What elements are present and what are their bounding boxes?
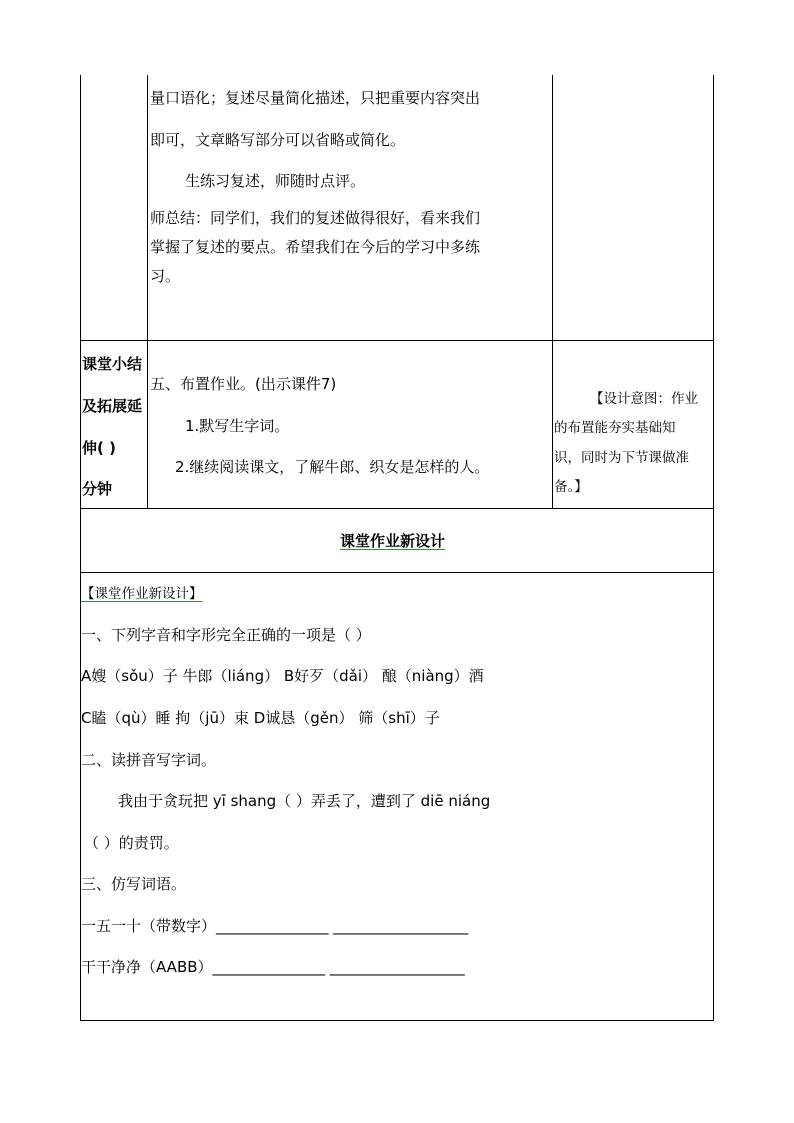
row1-line-4: 师总结：同学们，我们的复述做得很好，看来我们: [150, 209, 481, 227]
question-2-line-2: （ ）的责罚。: [84, 834, 179, 852]
design-intent-line-2: 的布置能夯实基础知: [554, 420, 676, 436]
table-row-divider-1: [80, 340, 714, 341]
row1-line-1: 量口语化；复述尽量简化描述，只把重要内容突出: [150, 89, 481, 107]
exercise-header: 【课堂作业新设计】: [81, 586, 203, 602]
question-3-line-1: 一五一十（带数字）_______________ __________________: [81, 917, 469, 935]
row1-line-6: 习。: [150, 267, 181, 285]
row1-line-2: 即可，文章略写部分可以省略或简化。: [150, 131, 406, 149]
question-3-title: 三、仿写词语。: [81, 875, 187, 893]
row2-label-line-2: 及拓展延: [82, 397, 143, 415]
question-3-line-2: 干干净净（AABB）_______________ __________________: [81, 958, 465, 976]
row2-label-line-4: 分钟: [82, 480, 113, 498]
section-title: 课堂作业新设计: [340, 532, 446, 550]
row2-label-line-3: 伸( ): [82, 439, 116, 457]
row1-line-3: 生练习复述，师随时点评。: [185, 172, 366, 190]
table-row-divider-2: [80, 508, 714, 509]
homework-item-1: 1.默写生字词。: [185, 417, 290, 435]
table-right-border: [713, 75, 714, 1021]
table-col-divider-1: [147, 75, 148, 509]
table-bottom-border: [80, 1020, 714, 1021]
design-intent-line-3: 识，同时为下节课做准: [554, 450, 689, 466]
design-intent-line-4: 备。】: [554, 479, 588, 495]
table-row-divider-3: [80, 572, 714, 573]
row2-label-line-1: 课堂小结: [82, 355, 143, 373]
design-intent-line-1: 【设计意图：作业: [590, 391, 698, 407]
homework-item-2: 2.继续阅读课文，了解牛郎、织女是怎样的人。: [175, 458, 490, 476]
homework-heading: 五、布置作业。(出示课件7): [150, 375, 337, 393]
question-1-title: 一、下列字音和字形完全正确的一项是（ ）: [81, 626, 371, 644]
question-2-title: 二、读拼音写字词。: [81, 751, 217, 769]
row1-line-5: 掌握了复述的要点。希望我们在今后的学习中多练: [150, 238, 481, 256]
question-1-options-ab: A嫂（sǒu）子 牛郎（liáng） B好歹（dǎi） 酿（niàng）酒: [81, 667, 484, 685]
question-2-line-1: 我由于贪玩把 yī shang（ ）弄丢了，遭到了 diē niáng: [118, 792, 491, 810]
table-col-divider-2: [552, 75, 553, 509]
question-1-options-cd: C瞌（qù）睡 拘（jū）束 D诚恳（gěn） 筛（shī）子: [81, 709, 440, 727]
